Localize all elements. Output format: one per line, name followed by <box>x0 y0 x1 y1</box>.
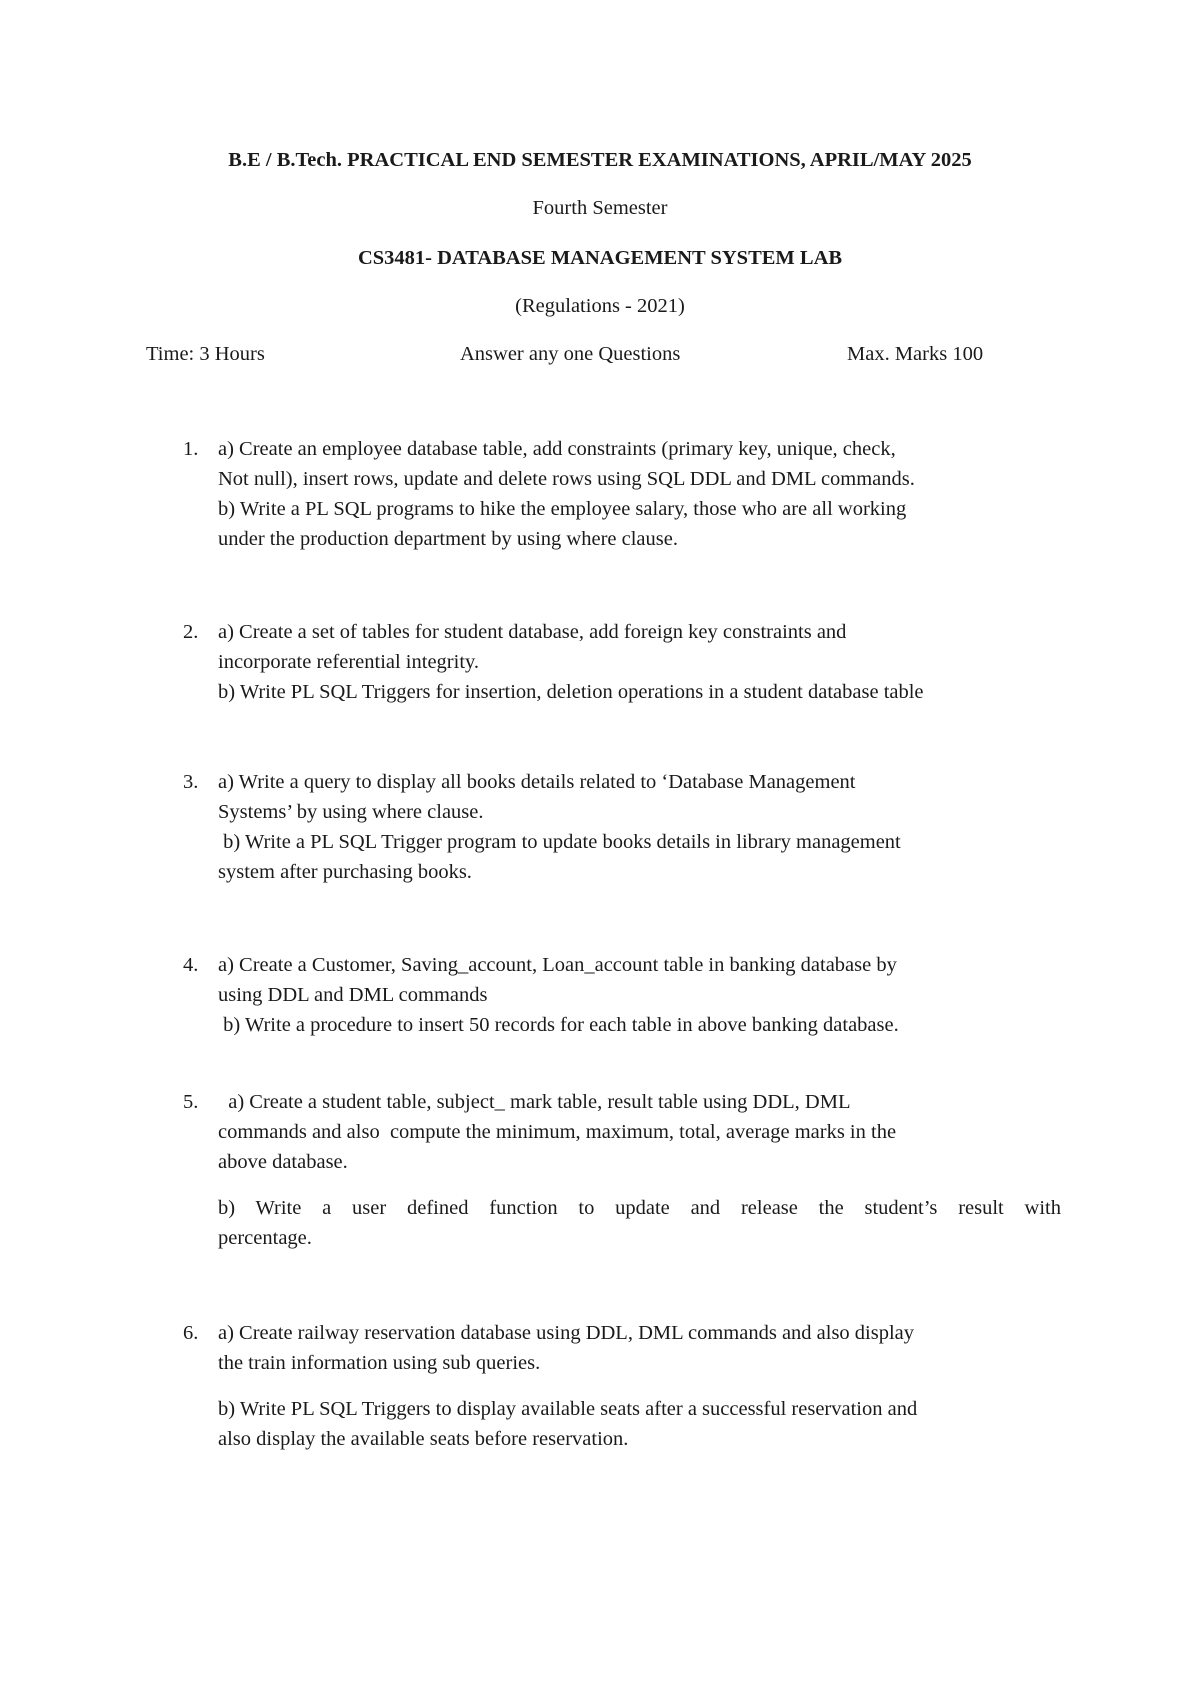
exam-info-row <box>0 341 1200 367</box>
max-marks-label: Max. Marks 100 <box>847 343 984 365</box>
question-line: a) Create an employee database table, add constraints (primary key, unique, check, <box>218 438 896 460</box>
question-line: commands and also compute the minimum, maximum, total, average marks in the <box>218 1121 897 1143</box>
question-line: a) Write a query to display all books details related to ‘Database Management <box>218 771 856 793</box>
question-number: 2. <box>183 621 199 643</box>
question-line: using DDL and DML commands <box>218 984 488 1006</box>
question-number: 4. <box>183 954 199 976</box>
question-line: b) Write PL SQL Triggers to display available seats after a successful reservation and <box>218 1398 918 1420</box>
semester-label: Fourth Semester <box>532 197 668 219</box>
question-line: above database. <box>218 1151 348 1173</box>
question-line: Systems’ by using where clause. <box>218 801 484 823</box>
question-number: 3. <box>183 771 199 793</box>
exam-title: B.E / B.Tech. PRACTICAL END SEMESTER EXAMINATIONS, APRIL/MAY 2025 <box>228 149 972 171</box>
question-line: b) Write a user defined function to update and release the student’s result with <box>218 1197 1061 1219</box>
question-line: also display the available seats before reservation. <box>218 1428 629 1450</box>
instruction-label: Answer any one Questions <box>460 343 681 365</box>
question-body <box>218 767 1061 887</box>
question-line: Not null), insert rows, update and delete rows using SQL DDL and DML commands. <box>218 468 915 490</box>
question-line: b) Write a PL SQL Trigger program to update books details in library management <box>218 831 901 853</box>
time-label: Time: 3 Hours <box>146 343 265 365</box>
question-line: b) Write PL SQL Triggers for insertion, deletion operations in a student database table <box>218 681 924 703</box>
question-body <box>218 434 1061 554</box>
question-line: incorporate referential integrity. <box>218 651 480 673</box>
question-number: 1. <box>183 438 199 460</box>
question-line: b) Write a procedure to insert 50 records for each table in above banking database. <box>218 1014 899 1036</box>
question-body <box>218 950 1061 1040</box>
question-line: system after purchasing books. <box>218 861 472 883</box>
question-line: percentage. <box>218 1227 312 1249</box>
question-line: a) Create railway reservation database using DDL, DML commands and also display <box>218 1322 915 1344</box>
question-body <box>218 1087 1061 1253</box>
question-body <box>218 1318 1061 1454</box>
question-line: a) Create a Customer, Saving_account, Loan_account table in banking database by <box>218 954 897 976</box>
question-line: the train information using sub queries. <box>218 1352 541 1374</box>
question-number: 5. <box>183 1091 199 1113</box>
question-body <box>218 617 1061 707</box>
question-number: 6. <box>183 1322 199 1344</box>
question-line: under the production department by using where clause. <box>218 528 678 550</box>
question-line: a) Create a student table, subject_ mark table, result table using DDL, DML <box>218 1091 851 1113</box>
course-title: CS3481- DATABASE MANAGEMENT SYSTEM LAB <box>357 247 843 269</box>
regulations-label: (Regulations - 2021) <box>515 295 685 317</box>
question-line: b) Write a PL SQL programs to hike the employee salary, those who are all working <box>218 498 907 520</box>
question-line: a) Create a set of tables for student database, add foreign key constraints and <box>218 621 847 643</box>
